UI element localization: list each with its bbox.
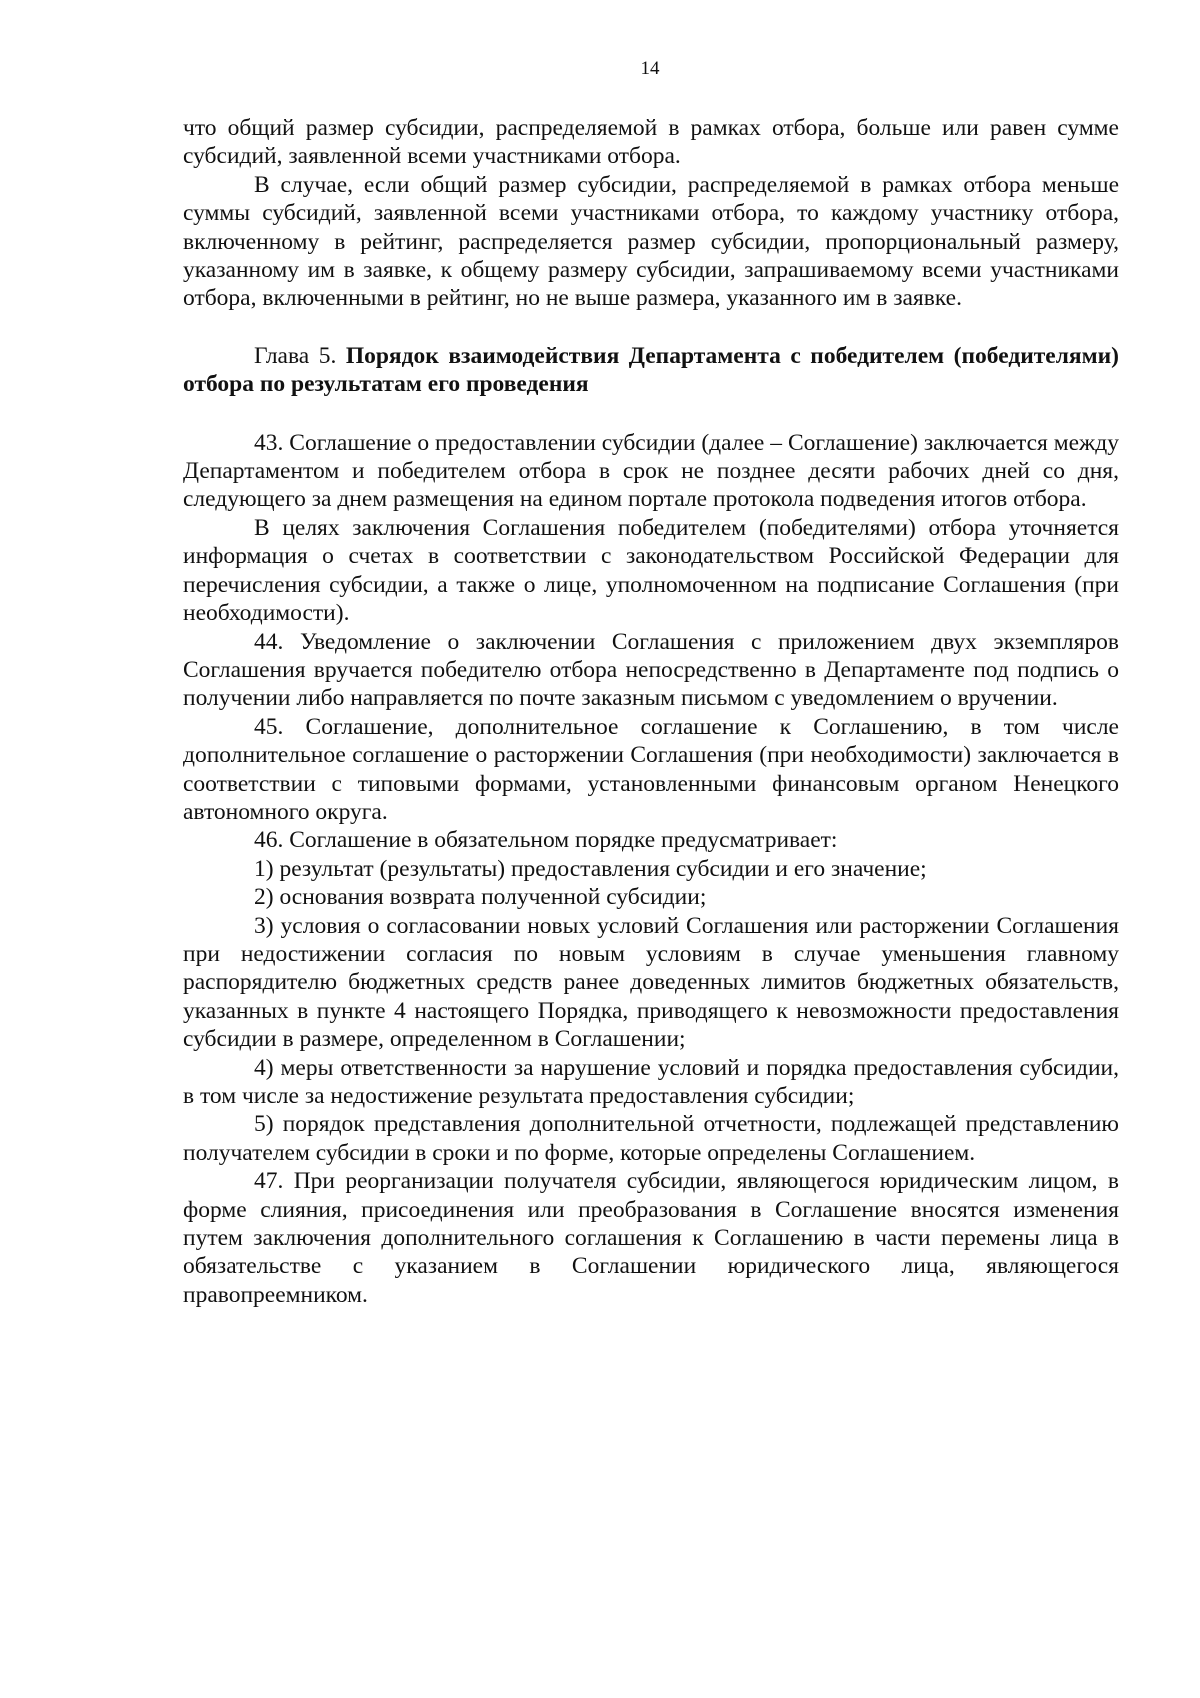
paragraph: 43. Соглашение о предоставлении субсидии (далее – Соглашение) заключается между Департаментом и победителем отбора в срок не позднее десяти рабочих дней со дня, следующего за днем размещения на едином портале протокола подведения итогов отбора. bbox=[183, 429, 1119, 513]
paragraph: 46. Соглашение в обязательном порядке предусматривает: bbox=[254, 827, 838, 854]
list-item: 1) результат (результаты) предоставления субсидии и его значение; bbox=[254, 855, 927, 882]
chapter-heading bbox=[183, 342, 1119, 399]
chapter-number: Глава 5. bbox=[254, 342, 337, 369]
list-item: 3) условия о согласовании новых условий Соглашения или расторжении Соглашения при недостижении согласия по новым условиям в случае уменьшения главному распорядителю бюджетных средств ранее доведенных лимитов бюджетных обязательств, указанных в пункте 4 настоящего Порядка, приводящего к невозможности предоставления субсидии в размере, определенном в Соглашении; bbox=[183, 912, 1119, 1053]
paragraph: В случае, если общий размер субсидии, распределяемой в рамках отбора меньше суммы субсидий, заявленной всеми участниками отбора, то каждому участнику отбора, включенному в рейтинг, распределяется размер субсидии, пропорциональный размеру, указанному им в заявке, к общему размеру субсидии, запрашиваемому всеми участниками отбора, включенными в рейтинг, но не выше размера, указанного им в заявке. bbox=[183, 171, 1119, 312]
paragraph: 47. При реорганизации получателя субсидии, являющегося юридическим лицом, в форме слияния, присоединения или преобразования в Соглашение вносятся изменения путем заключения дополнительного соглашения к Соглашению в части перемены лица в обязательстве с указанием в Соглашении юридического лица, являющегося правопреемником. bbox=[183, 1168, 1119, 1308]
paragraph: 44. Уведомление о заключении Соглашения с приложением двух экземпляров Соглашения вручается победителю отбора непосредственно в Департаменте под подпись о получении либо направляется по почте заказным письмом с уведомлением о вручении. bbox=[183, 628, 1119, 712]
paragraph: 45. Соглашение, дополнительное соглашение к Соглашению, в том числе дополнительное соглашение о расторжении Соглашения (при необходимости) заключается в соответствии с типовыми формами, установленными финансовым органом Ненецкого автономного округа. bbox=[183, 713, 1119, 825]
paragraph: В целях заключения Соглашения победителем (победителями) отбора уточняется информация о счетах в соответствии с законодательством Российской Федерации для перечисления субсидии, а также о лице, уполномоченном на подписание Соглашения (при необходимости). bbox=[183, 514, 1119, 627]
list-item: 2) основания возврата полученной субсидии; bbox=[254, 884, 707, 911]
page-number: 14 bbox=[640, 58, 660, 79]
list-item: 5) порядок представления дополнительной отчетности, подлежащей представлению получателем субсидии в сроки и по форме, которые определены Соглашением. bbox=[183, 1111, 1119, 1166]
paragraph: что общий размер субсидии, распределяемой в рамках отбора, больше или равен сумме субсидий, заявленной всеми участниками отбора. bbox=[183, 115, 1119, 170]
document-body bbox=[183, 114, 1119, 1309]
list-item: 4) меры ответственности за нарушение условий и порядка предоставления субсидии, в том числе за недостижение результата предоставления субсидии; bbox=[183, 1054, 1119, 1109]
chapter-title: Порядок взаимодействия Департамента с победителем (победителями) отбора по результатам его проведения bbox=[183, 342, 1119, 398]
